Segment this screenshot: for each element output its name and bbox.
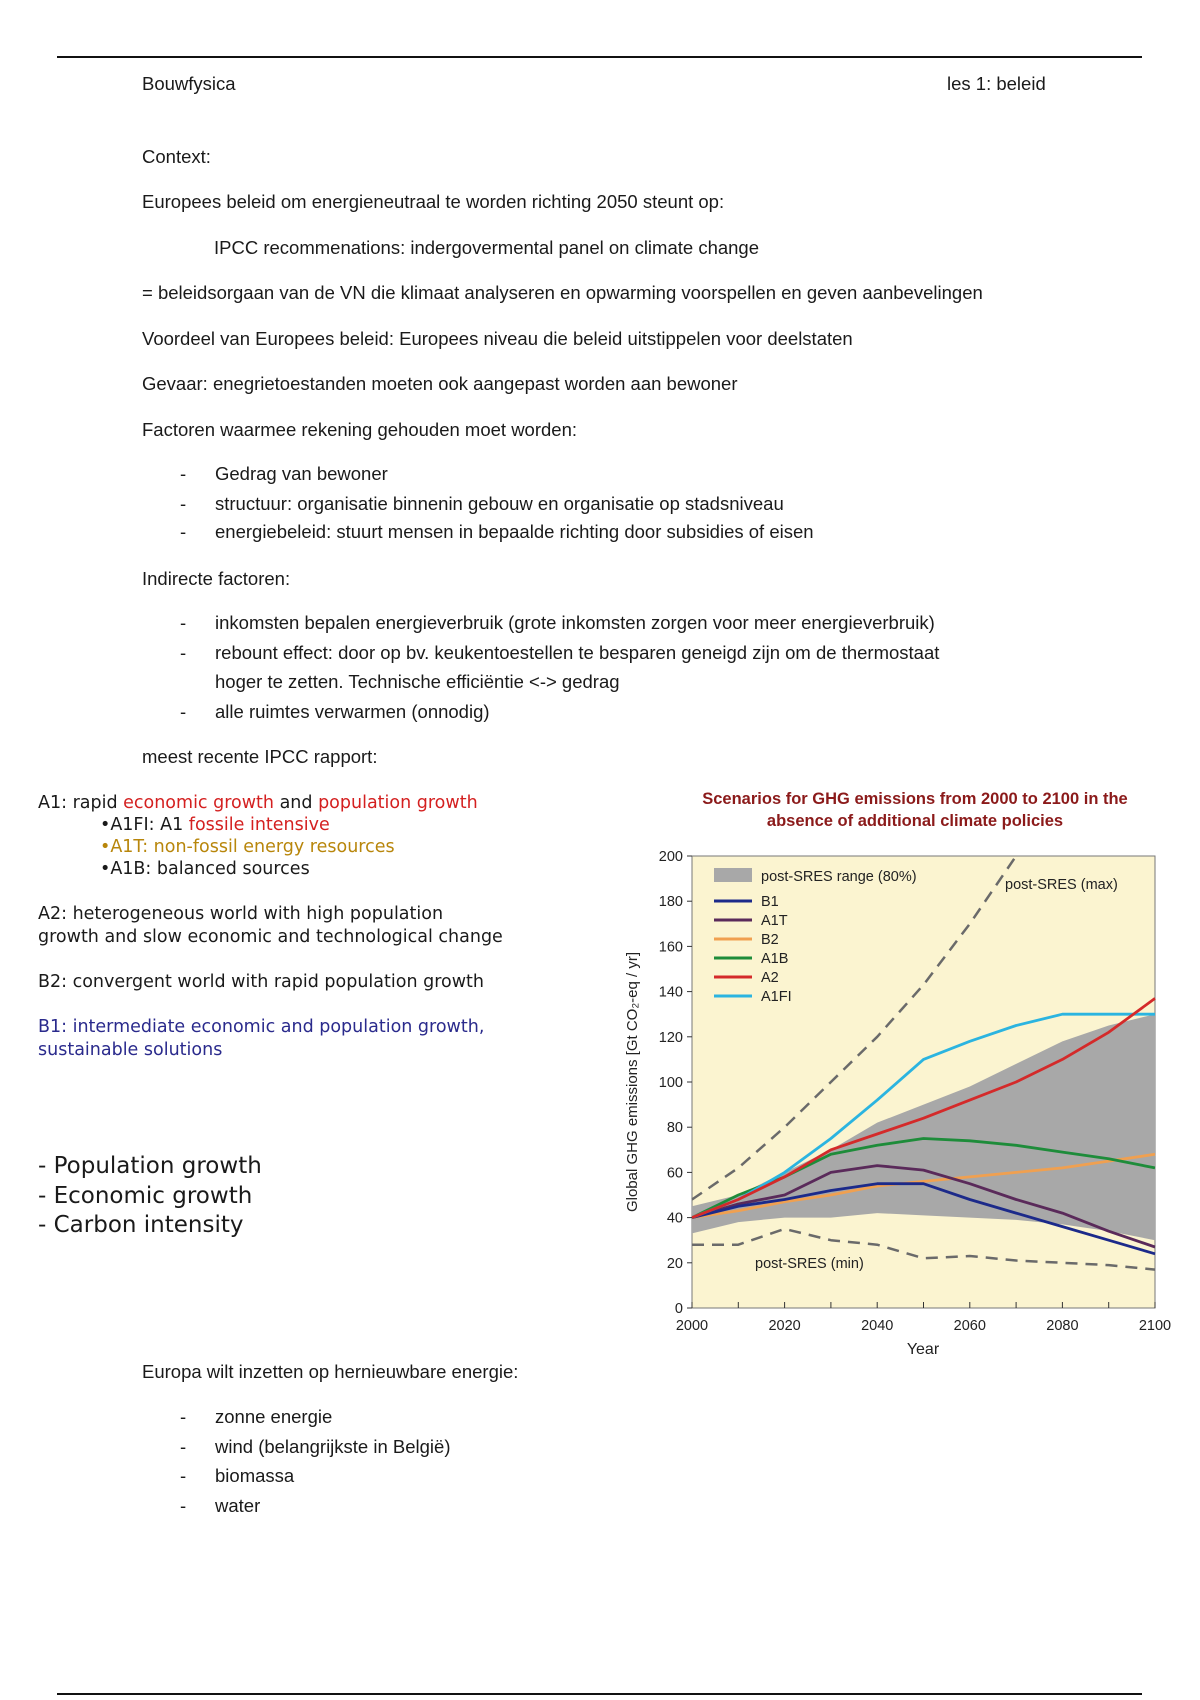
y-tick-label: 120: [658, 1029, 683, 1046]
y-tick-label: 0: [674, 1301, 683, 1317]
list-item-text: water: [215, 1495, 261, 1516]
dash-bullet: -: [180, 1465, 187, 1486]
scenario-a1t: •A1T: non-fossil energy resources: [100, 837, 395, 857]
y-tick-label: 200: [658, 849, 683, 865]
ipcc-heading: meest recente IPCC rapport:: [142, 746, 378, 767]
scenario-a2-line1: A2: heterogeneous world with high population: [38, 904, 444, 924]
y-tick-label: 80: [666, 1120, 683, 1137]
ghg-emissions-chart: [615, 780, 1180, 1360]
x-tick-label: 2100: [1138, 1318, 1172, 1334]
context-heading: Context:: [142, 146, 211, 167]
list-item-continuation: hoger te zetten. Technische efficiëntie <-> gedrag: [215, 671, 620, 692]
intro-line-5: Gevaar: enegrietoestanden moeten ook aangepast worden aan bewoner: [142, 373, 738, 394]
scenario-a2-line2: growth and slow economic and technological change: [38, 927, 503, 947]
y-tick-label: 140: [658, 984, 683, 1001]
dash-bullet: -: [180, 521, 187, 542]
list-item-text: alle ruimtes verwarmen (onnodig): [215, 701, 490, 722]
legend-b1-label: B1: [761, 894, 779, 910]
x-axis-label: Year: [906, 1341, 940, 1358]
chart-title-line2: absence of additional climate policies: [766, 812, 1064, 830]
list-item-text: biomassa: [215, 1465, 295, 1486]
scenario-b1-line1: B1: intermediate economic and population growth,: [38, 1017, 485, 1037]
driver-carbon: - Carbon intensity: [38, 1212, 244, 1238]
y-axis-label: Global GHG emissions [Gt CO₂-eq / yr]: [624, 951, 641, 1213]
legend-b2-label: B2: [761, 932, 779, 948]
list-item-text: energiebeleid: stuurt mensen in bepaalde richting door subsidies of eisen: [215, 521, 814, 542]
legend-a1fi-label: A1FI: [761, 989, 792, 1005]
scenario-a1-and: and: [274, 793, 319, 813]
list-item-text: structuur: organisatie binnenin gebouw en organisatie op stadsniveau: [215, 493, 784, 514]
list-item-text: inkomsten bepalen energieverbruik (grote inkomsten zorgen voor meer energieverbruik): [215, 612, 935, 633]
y-tick-label: 180: [658, 894, 683, 911]
y-tick-label: 60: [666, 1165, 683, 1182]
header-lesson: les 1: beleid: [947, 73, 1046, 94]
driver-population: - Population growth: [38, 1153, 262, 1179]
y-tick-label: 20: [666, 1255, 683, 1272]
list-item-text: rebount effect: door op bv. keukentoestellen te besparen geneigd zijn om de thermostaat: [215, 642, 940, 663]
x-tick-label: 2040: [861, 1318, 894, 1334]
scenario-a1-prefix: A1: rapid: [38, 793, 124, 813]
scenario-b1-line2: sustainable solutions: [38, 1040, 223, 1060]
intro-line-2: IPCC recommenations: indergovermental panel on climate change: [214, 237, 760, 258]
scenario-a1fi: [100, 814, 330, 836]
scenario-a1b: •A1B: balanced sources: [100, 859, 310, 879]
legend-a1t-label: A1T: [761, 913, 788, 929]
y-tick-label: 40: [666, 1210, 683, 1227]
scenario-a1-pop: population growth: [318, 793, 478, 813]
list-item-text: zonne energie: [215, 1406, 333, 1427]
intro-line-6: Factoren waarmee rekening gehouden moet worden:: [142, 419, 578, 440]
x-tick-label: 2020: [768, 1318, 801, 1334]
scenario-a1fi-prefix: •A1FI: A1: [100, 815, 189, 835]
bottom-rule: [57, 1693, 1142, 1695]
renewables-heading: Europa wilt inzetten op hernieuwbare energie:: [142, 1361, 519, 1382]
legend-range-label: post-SRES range (80%): [761, 869, 917, 885]
scenario-a1fi-red: fossile intensive: [188, 815, 330, 835]
dash-bullet: -: [180, 1406, 187, 1427]
x-tick-label: 2080: [1046, 1318, 1079, 1334]
top-rule: [57, 56, 1142, 58]
legend-range-swatch: [714, 868, 752, 882]
y-tick-label: 160: [658, 939, 683, 956]
dash-bullet: -: [180, 1495, 187, 1516]
scenario-a1: [38, 792, 478, 814]
dash-bullet: -: [180, 612, 187, 633]
scenario-b2: B2: convergent world with rapid population growth: [38, 972, 484, 992]
chart-title-line1: Scenarios for GHG emissions from 2000 to 2100 in the: [702, 790, 1128, 808]
dash-bullet: -: [180, 493, 187, 514]
annotation-min: post-SRES (min): [755, 1256, 864, 1272]
y-tick-label: 100: [658, 1075, 683, 1091]
legend-a1b-label: A1B: [761, 951, 789, 967]
legend-a2-label: A2: [761, 970, 779, 986]
list-item-text: Gedrag van bewoner: [215, 463, 388, 484]
scenario-a1-econ: economic growth: [123, 793, 275, 813]
x-tick-label: 2060: [953, 1318, 986, 1334]
list-item-text: wind (belangrijkste in België): [215, 1436, 451, 1457]
intro-line-1: Europees beleid om energieneutraal te worden richting 2050 steunt op:: [142, 191, 725, 212]
annotation-max: post-SRES (max): [1005, 877, 1118, 893]
dash-bullet: -: [180, 701, 187, 722]
driver-economic: - Economic growth: [38, 1183, 253, 1209]
x-tick-label: 2000: [675, 1318, 709, 1334]
intro-line-4: Voordeel van Europees beleid: Europees niveau die beleid uitstippelen voor deelstaten: [142, 328, 853, 349]
intro-line-3: = beleidsorgaan van de VN die klimaat analyseren en opwarming voorspellen en geven aanbevelingen: [142, 282, 983, 303]
dash-bullet: -: [180, 642, 187, 663]
indirect-heading: Indirecte factoren:: [142, 568, 291, 589]
dash-bullet: -: [180, 463, 187, 484]
header-course: Bouwfysica: [142, 73, 236, 94]
dash-bullet: -: [180, 1436, 187, 1457]
